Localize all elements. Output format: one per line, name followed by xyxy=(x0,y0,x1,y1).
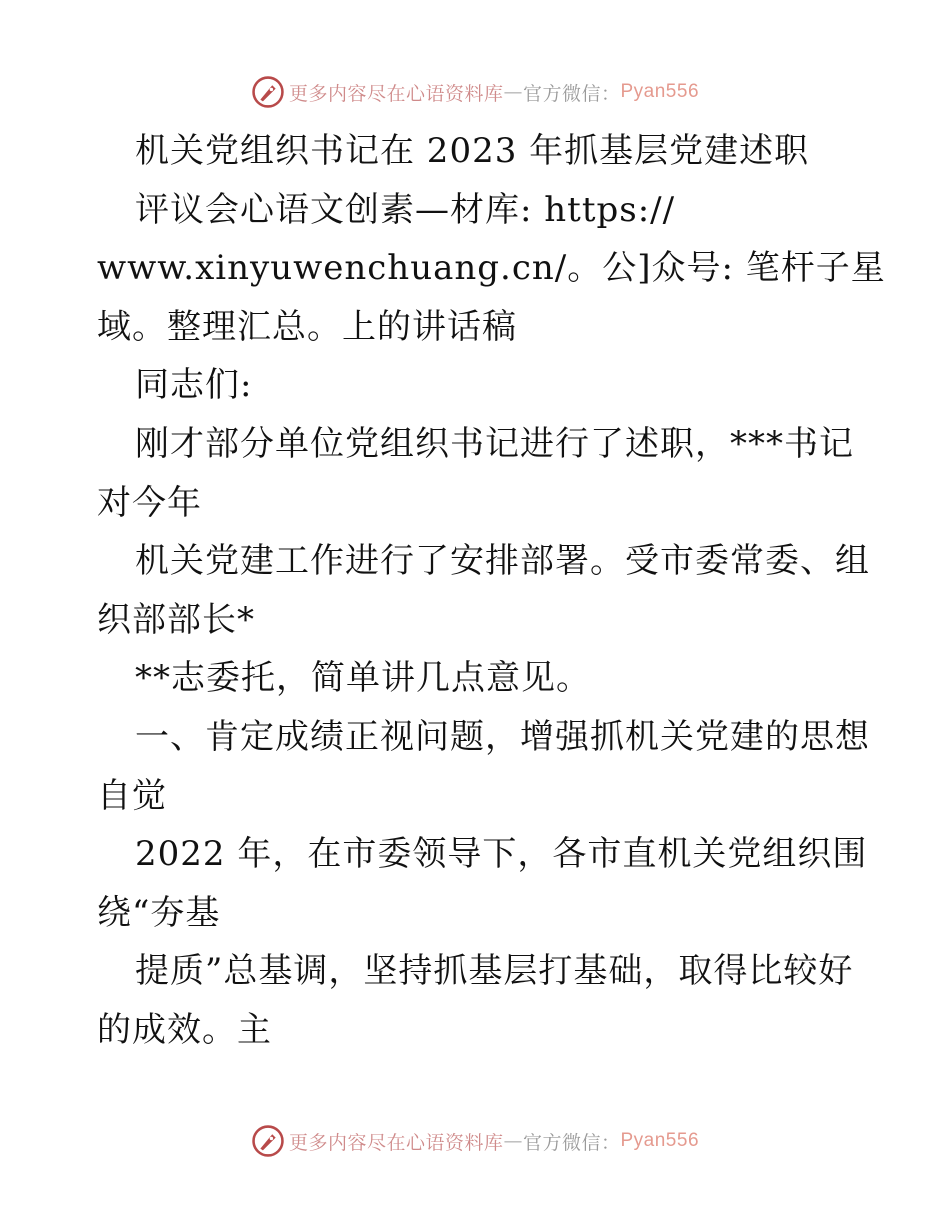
pen-nib-logo-icon xyxy=(251,75,285,109)
text-line: 域。整理汇总。上的讲话稿 xyxy=(97,306,517,347)
text-line: 同志们: xyxy=(135,365,253,406)
header-watermark xyxy=(0,72,950,112)
text-line: 织部部长* xyxy=(97,599,255,640)
text-line: 一、肯定成绩正视问题，增强抓机关党建的思想 xyxy=(135,716,870,757)
text-line: 刚才部分单位党组织书记进行了述职，***书记 xyxy=(135,423,854,464)
watermark-separator: — xyxy=(503,1130,523,1152)
text-line: 机关党组织书记在 2023 年抓基层党建述职 xyxy=(135,131,810,171)
footer-watermark xyxy=(0,1121,950,1161)
watermark-brand-text: 更多内容尽在心语资料库 xyxy=(288,1131,504,1154)
watermark-wechat-label: 官方微信： xyxy=(522,82,621,105)
watermark-separator: — xyxy=(503,81,523,103)
text-line: 2022 年，在市委领导下，各市直机关党组织围 xyxy=(135,834,868,875)
text-line: 机关党建工作进行了安排部署。受市委常委、组 xyxy=(135,541,870,582)
watermark-wechat-label: 官方微信： xyxy=(522,1131,621,1154)
watermark-brand-text: 更多内容尽在心语资料库 xyxy=(288,82,504,105)
watermark-wechat-id: Pyan556 xyxy=(620,81,700,102)
text-line: 提质”总基调，坚持抓基层打基础，取得比较好 xyxy=(135,951,854,992)
text-line: 对今年 xyxy=(97,482,202,523)
document-body xyxy=(97,122,886,1060)
watermark-wechat-id: Pyan556 xyxy=(620,1130,700,1151)
text-line: 自觉 xyxy=(97,775,167,816)
text-line: **志委托，简单讲几点意见。 xyxy=(135,658,591,699)
text-line: 绕“夯基 xyxy=(97,892,221,933)
pen-nib-logo-icon xyxy=(251,1124,285,1158)
text-line: 的成效。主 xyxy=(97,1009,272,1050)
text-line: www.xinyuwenchuang.cn/。公]众号: 笔杆子星 xyxy=(97,248,886,289)
text-line: 评议会心语文创素—材库: https:// xyxy=(135,189,676,230)
